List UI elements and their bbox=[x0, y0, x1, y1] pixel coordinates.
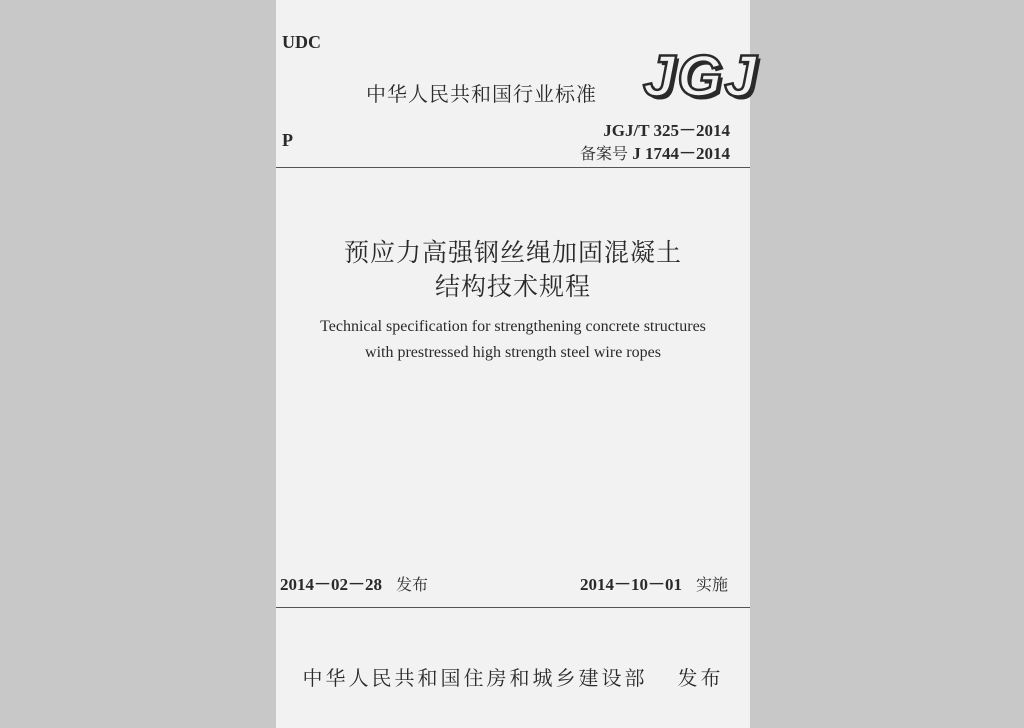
record-label: 备案号 bbox=[579, 144, 628, 163]
header-divider bbox=[276, 167, 750, 168]
udc-label: UDC bbox=[282, 32, 321, 52]
document-cover bbox=[276, 0, 759, 728]
publisher bbox=[276, 662, 750, 691]
footer-divider bbox=[276, 607, 750, 608]
effective-date-value: 2014－10－01 bbox=[579, 575, 682, 594]
chinese-title bbox=[276, 236, 750, 304]
standard-number: JGJ/T 325－2014 bbox=[603, 121, 730, 140]
effective-date bbox=[580, 570, 728, 595]
record-number bbox=[580, 139, 730, 164]
english-title bbox=[276, 314, 750, 366]
publisher-name: 中华人民共和国住房和城乡建设部 bbox=[302, 666, 648, 690]
issue-label: 发布 bbox=[396, 575, 429, 594]
publish-label: 发布 bbox=[677, 666, 724, 690]
record-number-value: J 1744－2014 bbox=[632, 144, 730, 163]
effective-label: 实施 bbox=[695, 575, 728, 594]
industry-standard-heading: 中华人民共和国行业标准 bbox=[366, 82, 597, 106]
chinese-title-line-2: 结构技术规程 bbox=[434, 272, 591, 301]
classification-label: P bbox=[282, 130, 293, 150]
chinese-title-line-1: 预应力高强钢丝绳加固混凝土 bbox=[343, 238, 682, 267]
jgj-logo: JGJ bbox=[643, 44, 759, 109]
issue-date-value: 2014－02－28 bbox=[280, 575, 382, 594]
english-title-line-2: with prestressed high strength steel wire ropes bbox=[365, 344, 661, 361]
english-title-line-1: Technical specification for strengthening concrete structures bbox=[320, 318, 706, 335]
issue-date bbox=[280, 570, 428, 595]
